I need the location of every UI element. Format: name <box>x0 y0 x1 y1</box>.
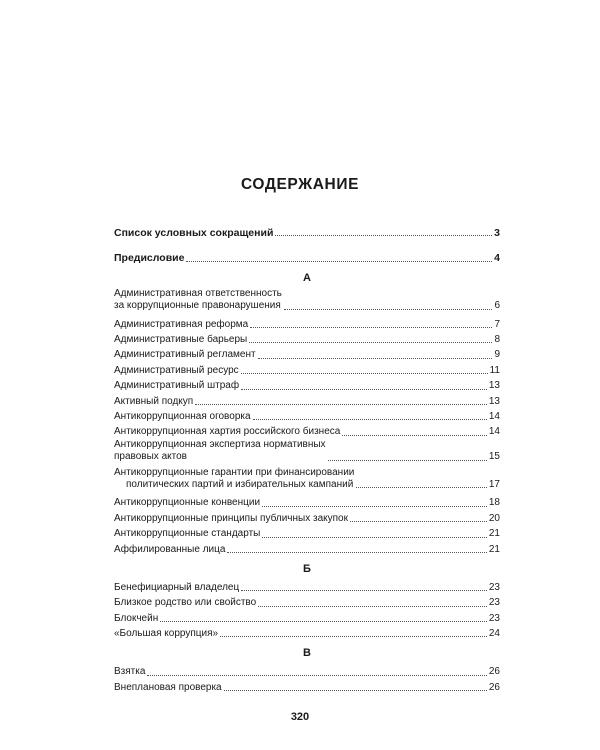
dot-leader <box>220 636 487 637</box>
toc-entry[interactable] <box>114 541 500 556</box>
toc-entry-text: Антикоррупционная оговорка <box>114 410 251 422</box>
table-of-contents <box>114 224 500 694</box>
toc-entry-text: Антикоррупционная хартия российского бизнеса <box>114 426 341 438</box>
toc-entry-page: 11 <box>489 364 500 376</box>
toc-entry[interactable] <box>114 510 500 525</box>
toc-entry[interactable] <box>114 393 500 408</box>
toc-entry-text: Взятка <box>114 666 146 678</box>
toc-entry-text: Близкое родство или свойство <box>114 597 257 609</box>
toc-entry-text: Блокчейн <box>114 612 159 624</box>
toc-entry-page: 24 <box>488 628 500 640</box>
toc-entry[interactable] <box>114 663 500 678</box>
toc-entry-text: Внеплановая проверка <box>114 681 222 693</box>
dot-leader <box>241 373 488 374</box>
toc-entry-page: 15 <box>488 451 500 463</box>
toc-entry-page: 21 <box>488 528 500 540</box>
toc-entry-text: Административная ответственность за коррупционные правонарушения <box>114 287 282 312</box>
dot-leader <box>262 537 487 538</box>
toc-entry-preface[interactable] <box>114 249 500 264</box>
toc-entry-text: Список условных сокращений <box>114 226 274 239</box>
dot-leader <box>195 404 487 405</box>
toc-entry[interactable] <box>114 579 500 594</box>
toc-entry[interactable] <box>114 423 500 438</box>
toc-entry-page: 4 <box>494 252 500 265</box>
toc-entry-text: Антикоррупционные конвенции <box>114 497 261 509</box>
toc-entry-page: 26 <box>488 681 500 693</box>
toc-entry-page: 3 <box>494 226 500 239</box>
toc-entry[interactable] <box>114 494 500 509</box>
toc-entry[interactable] <box>114 408 500 423</box>
dot-leader <box>356 487 487 488</box>
dot-leader <box>328 460 487 461</box>
toc-entry-text: Предисловие <box>114 252 185 265</box>
dot-leader <box>241 590 487 591</box>
toc-entry[interactable] <box>114 316 500 331</box>
toc-entry-text: «Большая коррупция» <box>114 628 219 640</box>
toc-entry-text: Административный штраф <box>114 380 240 392</box>
toc-entry-page: 9 <box>494 349 500 361</box>
toc-entry[interactable] <box>114 525 500 540</box>
page-number: 320 <box>290 711 310 723</box>
toc-entry-page: 23 <box>488 597 500 609</box>
dot-leader <box>258 606 487 607</box>
toc-entry[interactable] <box>114 288 500 316</box>
toc-entry-text: Административный ресурс <box>114 364 239 376</box>
toc-entry-page: 18 <box>488 497 500 509</box>
toc-entry-text: Бенефициарный владелец <box>114 581 240 593</box>
dot-leader <box>250 327 492 328</box>
page-title: СОДЕРЖАНИЕ <box>240 176 360 193</box>
toc-entry-text: Административный регламент <box>114 349 256 361</box>
dot-leader <box>227 552 486 553</box>
dot-leader <box>342 435 487 436</box>
toc-entry-text: Административная реформа <box>114 318 249 330</box>
toc-entry[interactable] <box>114 467 500 495</box>
dot-leader <box>241 389 487 390</box>
toc-entry[interactable] <box>114 377 500 392</box>
toc-entry-text: Антикоррупционные принципы публичных закупок <box>114 512 348 524</box>
toc-entry-page: 13 <box>488 380 500 392</box>
dot-leader <box>224 690 487 691</box>
toc-entry[interactable] <box>114 439 500 467</box>
toc-entry[interactable] <box>114 346 500 361</box>
toc-entry-text: Антикоррупционная экспертиза нормативных правовых актов <box>114 438 326 463</box>
dot-leader <box>350 521 487 522</box>
toc-entry-text: Антикоррупционные гарантии при финансировании политических партий и избирательных кампаний <box>114 466 355 490</box>
toc-entry-page: 26 <box>488 666 500 678</box>
toc-entry-page: 21 <box>488 543 500 555</box>
dot-leader <box>147 675 486 676</box>
toc-entry[interactable] <box>114 594 500 609</box>
section-letter-a: А <box>303 271 311 284</box>
dot-leader <box>258 358 493 359</box>
toc-entry-text: Аффилированные лица <box>114 543 226 555</box>
toc-entry[interactable] <box>114 625 500 640</box>
section-letter-v: В <box>303 647 311 660</box>
dot-leader <box>186 261 492 262</box>
toc-entry-page: 8 <box>494 333 500 345</box>
toc-entry-page: 7 <box>494 318 500 330</box>
toc-entry-text: Антикоррупционные стандарты <box>114 528 261 540</box>
dot-leader <box>253 419 487 420</box>
toc-entry-page: 6 <box>494 300 500 312</box>
dot-leader <box>275 235 492 236</box>
toc-entry-page: 14 <box>488 426 500 438</box>
toc-entry-text: Административные барьеры <box>114 333 248 345</box>
toc-entry-abbreviations[interactable] <box>114 224 500 239</box>
dot-leader <box>160 621 487 622</box>
toc-entry-page: 23 <box>488 612 500 624</box>
toc-entry[interactable] <box>114 362 500 377</box>
toc-entry-page: 23 <box>488 581 500 593</box>
toc-entry[interactable] <box>114 331 500 346</box>
dot-leader <box>284 309 493 310</box>
toc-entry-text: Активный подкуп <box>114 395 194 407</box>
toc-entry[interactable] <box>114 679 500 694</box>
dot-leader <box>249 342 492 343</box>
section-letter-b: Б <box>303 562 311 575</box>
toc-entry-page: 20 <box>488 512 500 524</box>
toc-entry[interactable] <box>114 610 500 625</box>
dot-leader <box>262 506 487 507</box>
toc-entry-page: 14 <box>488 410 500 422</box>
toc-entry-page: 13 <box>488 395 500 407</box>
toc-entry-page: 17 <box>488 478 500 490</box>
